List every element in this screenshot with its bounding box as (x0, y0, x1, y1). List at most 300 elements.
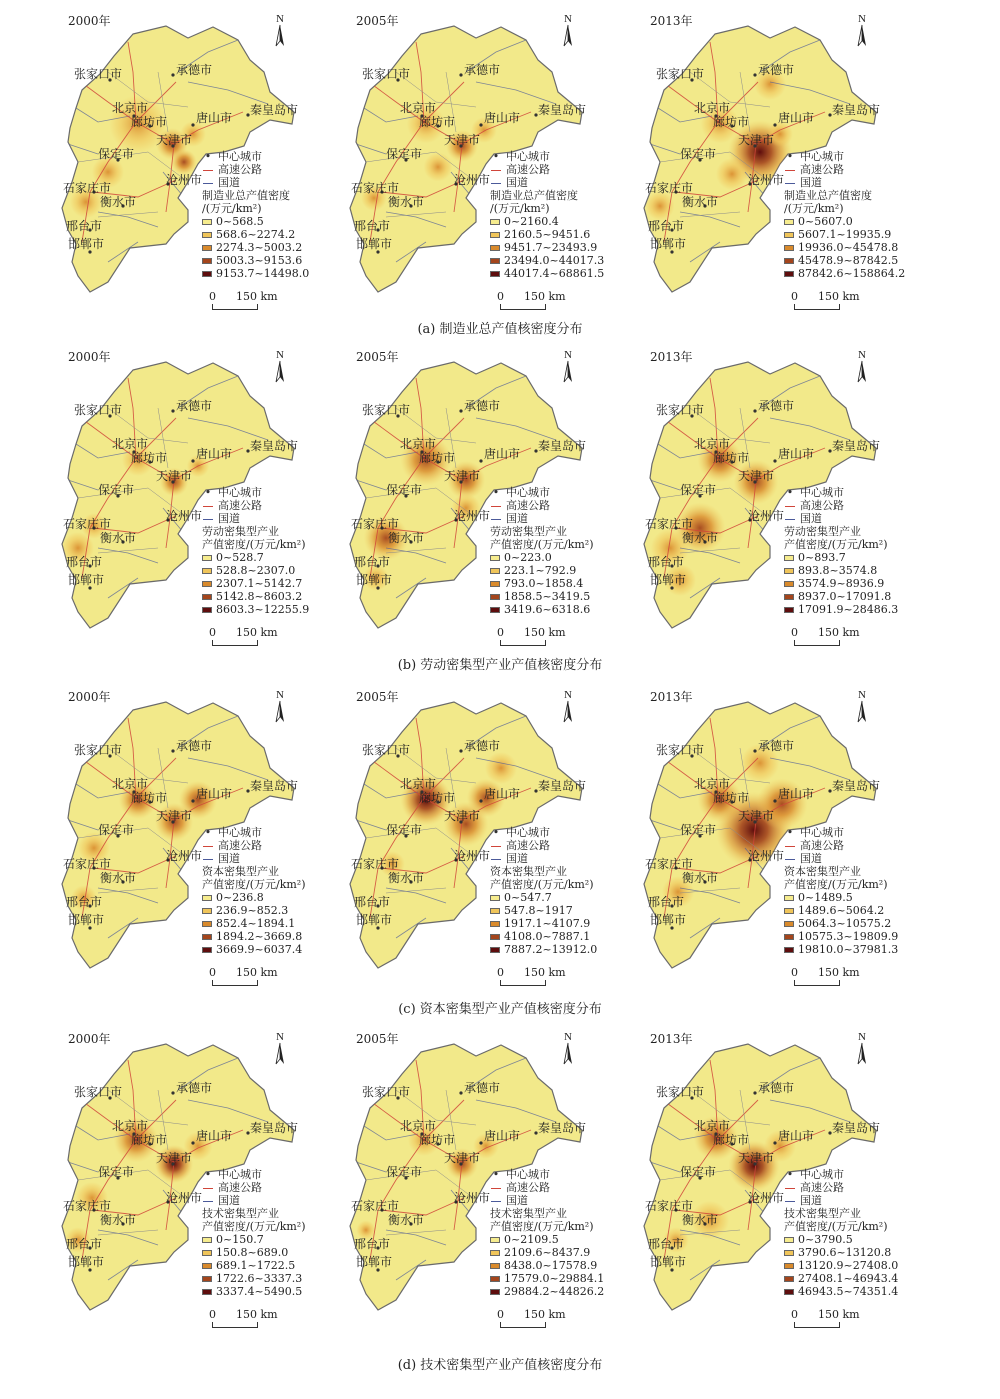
legend-swatch (202, 1289, 212, 1295)
legend-class (490, 891, 630, 904)
legend-class (490, 564, 630, 577)
scale-zero: 0 (209, 626, 216, 639)
city-label: 邢台市 (66, 895, 103, 909)
legend-class-range: 0~5607.0 (798, 215, 853, 228)
legend-title: 产值密度/(万元/km²) (784, 1220, 888, 1233)
scale-zero: 0 (209, 290, 216, 303)
legend-class (784, 1272, 924, 1285)
city-point (479, 1141, 482, 1144)
legend-label: 中心城市 (218, 1168, 262, 1181)
legend-class (784, 904, 924, 917)
city-label: 邯郸市 (650, 573, 687, 587)
legend-swatch (202, 555, 212, 561)
legend-class (202, 891, 342, 904)
city-label: 唐山市 (484, 787, 521, 801)
city-label: 保定市 (386, 823, 423, 837)
legend-label: 国道 (506, 1194, 528, 1207)
scale-label: 150 km (818, 1308, 860, 1321)
scale-label: 150 km (236, 966, 278, 979)
city-label: 衡水市 (100, 531, 137, 545)
city-label: 张家口市 (74, 67, 123, 81)
legend-class-range: 568.6~2274.2 (216, 228, 296, 241)
map-panel (620, 348, 920, 648)
legend-center-city: • 中心城市 (492, 150, 550, 163)
north-arrow-icon (270, 1030, 290, 1070)
legend-class-range: 0~3790.5 (798, 1233, 853, 1246)
city-label: 承德市 (758, 1081, 795, 1095)
city-label: 邯郸市 (68, 237, 105, 251)
legend-swatch (202, 1237, 212, 1243)
legend-class (202, 564, 342, 577)
legend-class (202, 228, 342, 241)
year-label: 2013年 (650, 350, 693, 364)
legend-class-range: 9451.7~23493.9 (504, 241, 598, 254)
legend-national-road (490, 1194, 630, 1207)
scale-label: 150 km (236, 626, 278, 639)
year-label: 2013年 (650, 14, 693, 28)
city-label: 邢台市 (354, 219, 391, 233)
legend-swatch (784, 568, 794, 574)
legend-class (784, 228, 924, 241)
scale-label: 150 km (524, 290, 566, 303)
legend-center-city: • 中心城市 (786, 486, 844, 499)
legend-title: 技术密集型产业 (202, 1207, 279, 1220)
scale-bar (500, 640, 546, 646)
density-hotspot (171, 149, 197, 175)
scale-bar (212, 980, 258, 986)
city-label: 衡水市 (388, 871, 425, 885)
legend-label: 中心城市 (506, 486, 550, 499)
city-label: 北京市 (694, 437, 731, 451)
legend-class-range: 17091.9~28486.3 (798, 603, 899, 616)
legend-title: /(万元/km²) (490, 202, 550, 215)
scale-bar (212, 304, 258, 310)
city-label: 天津市 (156, 133, 193, 147)
city-label: 石家庄市 (63, 181, 112, 195)
legend-class-range: 0~2109.5 (504, 1233, 559, 1246)
city-label: 北京市 (400, 101, 437, 115)
legend-label: 国道 (218, 176, 240, 189)
city-label: 石家庄市 (351, 181, 400, 195)
legend-swatch (202, 219, 212, 225)
city-label: 保定市 (98, 147, 135, 161)
legend-swatch (784, 908, 794, 914)
legend-class-range: 44017.4~68861.5 (504, 267, 605, 280)
figure-caption: (a) 制造业总产值核密度分布 (417, 322, 583, 337)
svg-text:N: N (564, 349, 572, 361)
legend-class-range: 23494.0~44017.3 (504, 254, 605, 267)
legend-class (490, 1246, 630, 1259)
legend-center-city: • 中心城市 (492, 1168, 550, 1181)
legend-class (202, 904, 342, 917)
legend-label: 高速公路 (506, 1181, 550, 1194)
legend-class-range: 8438.0~17578.9 (504, 1259, 598, 1272)
legend-class (202, 1259, 342, 1272)
legend-class (202, 254, 342, 267)
city-label: 秦皇岛市 (832, 103, 881, 117)
city-point (459, 749, 462, 752)
legend-class (784, 1259, 924, 1272)
city-label: 秦皇岛市 (250, 1121, 299, 1135)
legend-title: /(万元/km²) (784, 202, 844, 215)
legend-class-range: 852.4~1894.1 (216, 917, 296, 930)
scale-label: 150 km (236, 290, 278, 303)
legend-swatch (202, 258, 212, 264)
city-label: 张家口市 (362, 743, 411, 757)
svg-text:N: N (276, 689, 284, 701)
city-label: 石家庄市 (351, 857, 400, 871)
legend-expressway (784, 1181, 924, 1194)
city-label: 唐山市 (484, 111, 521, 125)
city-point (191, 799, 194, 802)
map-legend (202, 150, 342, 280)
legend-class (784, 1246, 924, 1259)
legend-national-road (784, 852, 924, 865)
legend-class (202, 943, 342, 956)
legend-label: 中心城市 (218, 150, 262, 163)
legend-label: 国道 (800, 852, 822, 865)
city-label: 承德市 (464, 1081, 501, 1095)
legend-class (784, 917, 924, 930)
map-legend (202, 1168, 342, 1298)
map-panel (38, 12, 338, 312)
city-point (773, 1141, 776, 1144)
legend-expressway (202, 499, 342, 512)
density-hotspot (424, 153, 453, 182)
city-label: 唐山市 (196, 1129, 233, 1143)
city-point (171, 749, 174, 752)
city-label: 石家庄市 (645, 857, 694, 871)
city-label: 廊坊市 (131, 451, 168, 465)
city-point (773, 123, 776, 126)
city-label: 天津市 (738, 1151, 775, 1165)
legend-swatch (490, 1250, 500, 1256)
legend-label: 中心城市 (800, 826, 844, 839)
city-label: 保定市 (680, 147, 717, 161)
legend-swatch (784, 1250, 794, 1256)
city-label: 邢台市 (66, 1237, 103, 1251)
legend-class-range: 3574.9~8936.9 (798, 577, 885, 590)
legend-expressway (784, 163, 924, 176)
city-label: 衡水市 (100, 871, 137, 885)
legend-class (490, 917, 630, 930)
legend-class (490, 215, 630, 228)
legend-swatch (202, 271, 212, 277)
scale-bar (212, 640, 258, 646)
legend-center-city: • 中心城市 (786, 826, 844, 839)
legend-class (490, 228, 630, 241)
city-label: 天津市 (156, 1151, 193, 1165)
city-label: 沧州市 (166, 849, 203, 863)
legend-class-range: 150.8~689.0 (216, 1246, 289, 1259)
legend-class (202, 241, 342, 254)
legend-swatch (784, 581, 794, 587)
legend-class-range: 1917.1~4107.9 (504, 917, 591, 930)
legend-class (490, 904, 630, 917)
scale-label: 150 km (818, 626, 860, 639)
city-point (191, 459, 194, 462)
legend-label: 高速公路 (218, 499, 262, 512)
legend-expressway (784, 499, 924, 512)
legend-class-range: 1858.5~3419.5 (504, 590, 591, 603)
map-panel (326, 12, 626, 312)
legend-class-range: 0~568.5 (216, 215, 264, 228)
legend-swatch (202, 947, 212, 953)
city-label: 秦皇岛市 (538, 439, 587, 453)
year-label: 2005年 (356, 14, 399, 28)
city-label: 唐山市 (484, 447, 521, 461)
north-arrow-icon (558, 12, 578, 52)
legend-class (202, 267, 342, 280)
city-label: 北京市 (112, 101, 149, 115)
city-label: 保定市 (680, 823, 717, 837)
city-label: 廊坊市 (713, 1133, 750, 1147)
scale-bar (794, 304, 840, 310)
city-label: 衡水市 (100, 195, 137, 209)
city-point (171, 409, 174, 412)
city-point (479, 799, 482, 802)
legend-label: 国道 (506, 512, 528, 525)
map-panel (326, 348, 626, 648)
legend-class-range: 1722.6~3337.3 (216, 1272, 303, 1285)
legend-national-road (202, 852, 342, 865)
city-label: 衡水市 (682, 531, 719, 545)
city-label: 邢台市 (354, 555, 391, 569)
legend-swatch (490, 219, 500, 225)
city-label: 邢台市 (648, 555, 685, 569)
legend-center-city: • 中心城市 (492, 826, 550, 839)
legend-title: 资本密集型产业 (490, 865, 567, 878)
city-label: 张家口市 (656, 1085, 705, 1099)
legend-swatch (784, 1263, 794, 1269)
city-label: 张家口市 (362, 403, 411, 417)
legend-center-city: • 中心城市 (492, 486, 550, 499)
city-label: 天津市 (156, 809, 193, 823)
legend-class-range: 19936.0~45478.8 (798, 241, 899, 254)
city-label: 北京市 (694, 101, 731, 115)
city-label: 天津市 (156, 469, 193, 483)
map-panel (38, 348, 338, 648)
legend-swatch (784, 594, 794, 600)
legend-class (490, 930, 630, 943)
city-label: 张家口市 (656, 67, 705, 81)
legend-title: 制造业总产值密度 (490, 189, 578, 202)
legend-class-range: 4108.0~7887.1 (504, 930, 591, 943)
legend-national-road (490, 852, 630, 865)
legend-class (784, 254, 924, 267)
city-label: 沧州市 (454, 509, 491, 523)
scale-zero: 0 (791, 966, 798, 979)
legend-class-range: 9153.7~14498.0 (216, 267, 310, 280)
legend-label: 高速公路 (218, 163, 262, 176)
legend-class (202, 551, 342, 564)
legend-label: 国道 (218, 1194, 240, 1207)
legend-swatch (490, 555, 500, 561)
legend-label: 高速公路 (218, 839, 262, 852)
city-label: 石家庄市 (351, 517, 400, 531)
legend-class-range: 793.0~1858.4 (504, 577, 584, 590)
legend-class-range: 0~547.7 (504, 891, 552, 904)
legend-class-range: 8937.0~17091.8 (798, 590, 892, 603)
legend-label: 高速公路 (506, 499, 550, 512)
year-label: 2000年 (68, 1032, 111, 1046)
legend-class-range: 7887.2~13912.0 (504, 943, 598, 956)
city-label: 北京市 (400, 777, 437, 791)
legend-class (202, 577, 342, 590)
legend-class-range: 689.1~1722.5 (216, 1259, 296, 1272)
city-label: 邯郸市 (650, 1255, 687, 1269)
city-label: 秦皇岛市 (832, 439, 881, 453)
legend-class-range: 2307.1~5142.7 (216, 577, 303, 590)
legend-swatch (784, 921, 794, 927)
legend-class (784, 603, 924, 616)
city-label: 保定市 (386, 483, 423, 497)
city-label: 承德市 (464, 739, 501, 753)
legend-class-range: 5607.1~19935.9 (798, 228, 892, 241)
city-label: 邢台市 (66, 219, 103, 233)
city-label: 邯郸市 (68, 913, 105, 927)
north-arrow-icon (558, 688, 578, 728)
city-label: 承德市 (464, 63, 501, 77)
legend-swatch (490, 1237, 500, 1243)
city-label: 邯郸市 (356, 1255, 393, 1269)
density-hotspot (716, 158, 748, 190)
city-label: 石家庄市 (63, 517, 112, 531)
city-label: 廊坊市 (419, 115, 456, 129)
city-label: 邯郸市 (356, 573, 393, 587)
legend-center-city: • 中心城市 (204, 1168, 262, 1181)
city-label: 邯郸市 (68, 573, 105, 587)
svg-text:N: N (564, 1031, 572, 1043)
city-label: 衡水市 (682, 1213, 719, 1227)
legend-label: 国道 (218, 852, 240, 865)
legend-class (202, 1272, 342, 1285)
scale-zero: 0 (497, 1308, 504, 1321)
legend-label: 中心城市 (506, 150, 550, 163)
city-label: 张家口市 (362, 67, 411, 81)
map-panel (620, 688, 920, 988)
legend-class (202, 1246, 342, 1259)
city-label: 北京市 (400, 437, 437, 451)
legend-class-range: 2160.5~9451.6 (504, 228, 591, 241)
legend-class (490, 1272, 630, 1285)
city-label: 唐山市 (196, 447, 233, 461)
legend-class (202, 1285, 342, 1298)
legend-class (490, 943, 630, 956)
legend-title: 产值密度/(万元/km²) (490, 1220, 594, 1233)
legend-class-range: 893.8~3574.8 (798, 564, 878, 577)
legend-swatch (490, 607, 500, 613)
legend-label: 中心城市 (218, 486, 262, 499)
map-legend (490, 150, 630, 280)
city-label: 沧州市 (454, 173, 491, 187)
city-label: 廊坊市 (419, 1133, 456, 1147)
legend-class-range: 1489.6~5064.2 (798, 904, 885, 917)
city-label: 张家口市 (74, 403, 123, 417)
legend-title: 制造业总产值密度 (784, 189, 872, 202)
city-point (459, 409, 462, 412)
city-label: 邯郸市 (650, 237, 687, 251)
legend-swatch (490, 245, 500, 251)
svg-text:N: N (276, 13, 284, 25)
city-label: 保定市 (98, 1165, 135, 1179)
legend-class-range: 3419.6~6318.6 (504, 603, 591, 616)
density-hotspot (485, 752, 517, 784)
year-label: 2013年 (650, 1032, 693, 1046)
city-label: 沧州市 (454, 1191, 491, 1205)
city-label: 北京市 (112, 1119, 149, 1133)
legend-class (202, 215, 342, 228)
scale-zero: 0 (791, 1308, 798, 1321)
legend-class-range: 19810.0~37981.3 (798, 943, 899, 956)
city-label: 承德市 (176, 399, 213, 413)
legend-swatch (202, 1263, 212, 1269)
legend-swatch (490, 258, 500, 264)
city-label: 张家口市 (656, 743, 705, 757)
legend-title: 技术密集型产业 (490, 1207, 567, 1220)
city-label: 张家口市 (74, 1085, 123, 1099)
legend-swatch (490, 934, 500, 940)
map-panel (620, 12, 920, 312)
legend-label: 中心城市 (506, 826, 550, 839)
legend-swatch (784, 1237, 794, 1243)
legend-label: 高速公路 (800, 163, 844, 176)
legend-class (784, 1285, 924, 1298)
map-panel (326, 1030, 626, 1330)
city-point (191, 1141, 194, 1144)
north-arrow-icon (558, 1030, 578, 1070)
map-legend (490, 826, 630, 956)
year-label: 2005年 (356, 350, 399, 364)
legend-swatch (784, 219, 794, 225)
city-label: 邢台市 (648, 219, 685, 233)
city-label: 北京市 (112, 437, 149, 451)
city-label: 唐山市 (778, 787, 815, 801)
legend-title: 产值密度/(万元/km²) (202, 878, 306, 891)
year-label: 2000年 (68, 690, 111, 704)
city-label: 沧州市 (166, 1191, 203, 1205)
city-label: 保定市 (680, 483, 717, 497)
city-point (459, 73, 462, 76)
city-label: 衡水市 (682, 195, 719, 209)
city-label: 廊坊市 (713, 791, 750, 805)
city-label: 保定市 (680, 1165, 717, 1179)
legend-class-range: 46943.5~74351.4 (798, 1285, 899, 1298)
legend-swatch (490, 947, 500, 953)
legend-class-range: 0~236.8 (216, 891, 264, 904)
svg-text:N: N (858, 13, 866, 25)
city-label: 邢台市 (354, 895, 391, 909)
legend-swatch (202, 934, 212, 940)
scale-label: 150 km (818, 966, 860, 979)
city-label: 唐山市 (778, 1129, 815, 1143)
legend-class (490, 603, 630, 616)
legend-class (784, 891, 924, 904)
legend-class-range: 2109.6~8437.9 (504, 1246, 591, 1259)
scale-label: 150 km (236, 1308, 278, 1321)
city-label: 衡水市 (100, 1213, 137, 1227)
legend-class (784, 577, 924, 590)
scale-bar (500, 304, 546, 310)
legend-class (784, 943, 924, 956)
scale-bar (212, 1322, 258, 1328)
city-label: 天津市 (738, 809, 775, 823)
city-label: 石家庄市 (645, 1199, 694, 1213)
city-label: 邢台市 (648, 1237, 685, 1251)
city-label: 天津市 (444, 133, 481, 147)
legend-class (490, 254, 630, 267)
legend-center-city: • 中心城市 (204, 826, 262, 839)
